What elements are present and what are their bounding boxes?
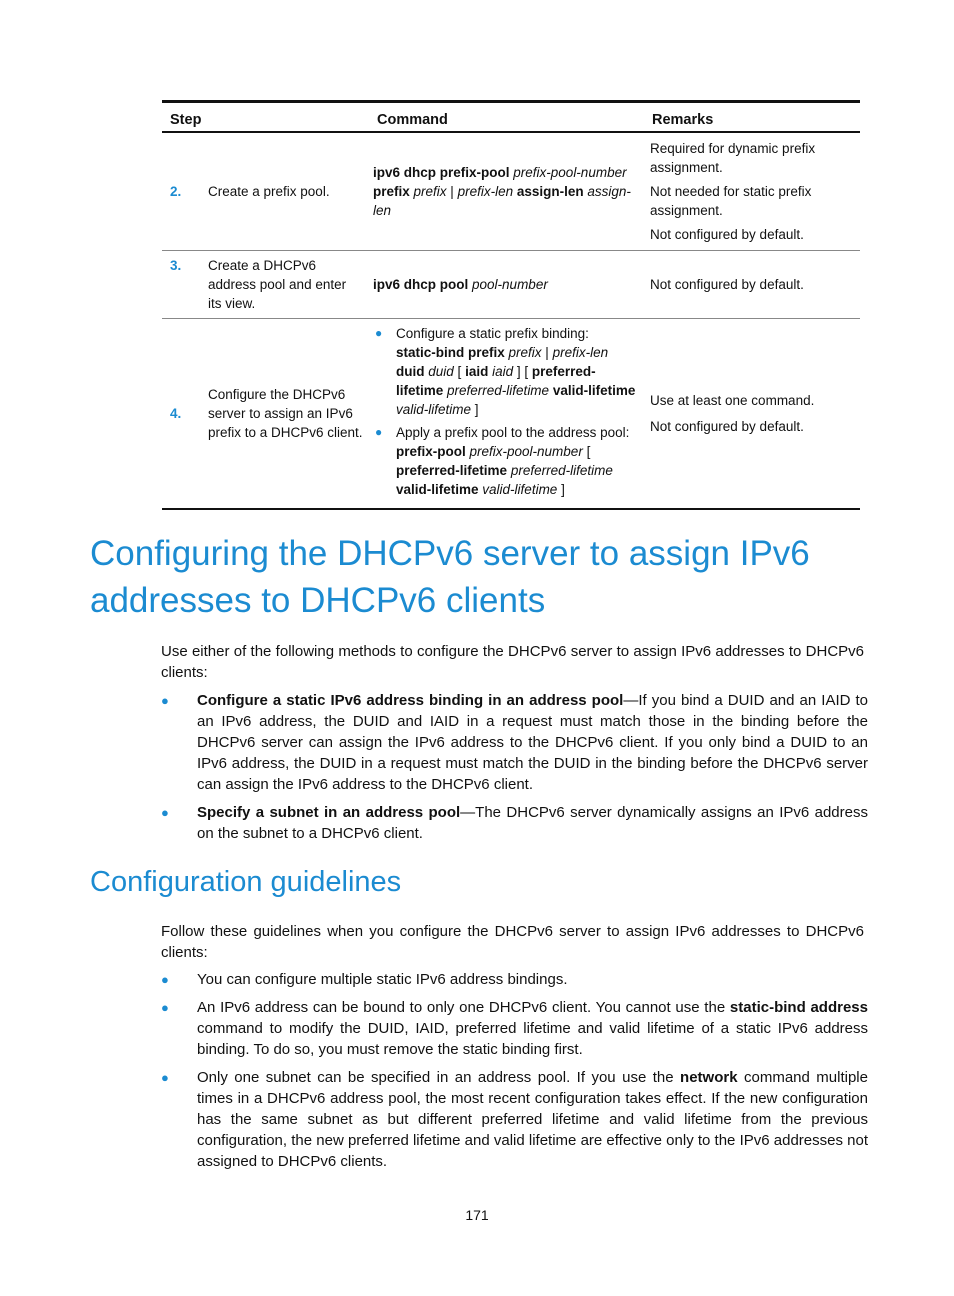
subsection-title: Configuration guidelines <box>90 866 402 898</box>
step-remarks <box>644 250 860 318</box>
step-number: 3. <box>162 250 202 318</box>
step-command <box>369 318 644 509</box>
remark-text: Not configured by default. <box>650 276 804 292</box>
step-number: 2. <box>170 183 182 199</box>
header-remarks: Remarks <box>644 102 860 133</box>
list-item <box>373 324 638 419</box>
bullet-dot-icon: ● <box>375 325 383 340</box>
command-options-list <box>373 324 638 499</box>
step-description: Create a DHCPv6 address pool and enter its view. <box>202 250 369 318</box>
step-command: ipv6 dhcp prefix-pool prefix-pool-number prefix prefix | prefix-len assign-len assign-len <box>373 164 631 218</box>
guidelines-list <box>161 969 868 1179</box>
step-number: 4. <box>162 318 202 509</box>
table-row <box>162 318 860 509</box>
section-title: Configuring the DHCPv6 server to assign IPv6 addresses to DHCPv6 clients <box>90 534 810 620</box>
header-command: Command <box>369 102 644 133</box>
remark-text: Not needed for static prefix assignment. <box>650 183 812 218</box>
list-item <box>161 802 868 844</box>
command-option-text: Configure a static prefix binding: static-bind prefix prefix | prefix-len duid duid [ iaid iaid ] [ preferred-lifetime preferred-lifetime valid-lifetime valid-lifetime ] <box>396 325 636 417</box>
guidelines-intro: Follow these guidelines when you configure the DHCPv6 server to assign IPv6 addresses to DHCPv6 clients: <box>161 923 864 961</box>
bullet-dot-icon: ● <box>161 1000 169 1015</box>
list-item <box>373 423 638 499</box>
bullet-dot-icon: ● <box>161 972 169 987</box>
step-remarks <box>644 132 860 250</box>
steps-table <box>162 100 860 510</box>
remark-text: Use at least one command. <box>650 392 815 408</box>
list-item <box>161 969 868 990</box>
table-row <box>162 132 860 250</box>
guideline-text: An IPv6 address can be bound to only one DHCPv6 client. You cannot use the static-bind address command to modify the DUID, IAID, preferred lifetime and valid lifetime of a static IPv6 address binding. To do so, you must remove the static binding first. <box>197 999 868 1058</box>
step-description: Create a prefix pool. <box>208 183 330 199</box>
list-item <box>161 690 868 795</box>
remark-text: Required for dynamic prefix assignment. <box>650 140 816 175</box>
method-text: Configure a static IPv6 address binding in an address pool—If you bind a DUID and an IAID to an IPv6 address, the DUID and IAID in a request must match those in the binding before the DHCPv6 server can assign the IPv6 address to the DHCPv6 client. If you only bind a DUID to an IPv6 address, the DUID in a request must match the DUID in the binding before the DHCPv6 server can assign the IPv6 address to the DHCPv6 client. <box>197 692 869 793</box>
remark-text: Not configured by default. <box>650 226 804 242</box>
bullet-dot-icon: ● <box>161 693 169 708</box>
remark-text: Not configured by default. <box>650 418 804 434</box>
step-description: Configure the DHCPv6 server to assign an IPv6 prefix to a DHCPv6 client. <box>202 318 369 509</box>
header-step: Step <box>162 102 369 133</box>
methods-list <box>161 690 868 851</box>
bullet-dot-icon: ● <box>161 805 169 820</box>
command-option-text: Apply a prefix pool to the address pool: prefix-pool prefix-pool-number [ preferred-lifetime preferred-lifetime valid-lifetime valid-lifetime ] <box>396 424 630 497</box>
table-row <box>162 250 860 318</box>
table-header-row <box>162 102 860 133</box>
bullet-dot-icon: ● <box>161 1070 169 1085</box>
intro-paragraph: Use either of the following methods to configure the DHCPv6 server to assign IPv6 addresses to DHCPv6 clients: <box>161 643 864 681</box>
list-item <box>161 1067 868 1172</box>
bullet-dot-icon: ● <box>375 424 383 439</box>
method-text: Specify a subnet in an address pool—The DHCPv6 server dynamically assigns an IPv6 address on the subnet to a DHCPv6 client. <box>197 804 868 842</box>
page-number: 171 <box>465 1207 489 1223</box>
list-item <box>161 997 868 1060</box>
step-command: ipv6 dhcp pool pool-number <box>369 250 644 318</box>
guideline-text: Only one subnet can be specified in an address pool. If you use the network command multiple times in a DHCPv6 address pool, the most recent configuration takes effect. If the new configuration has the same subnet as but different preferred lifetime and valid lifetime from the previous configuration, the new preferred lifetime and valid lifetime are effective only to the IPv6 addresses not assigned to DHCPv6 clients. <box>197 1069 868 1170</box>
guideline-text: You can configure multiple static IPv6 address bindings. <box>197 971 568 988</box>
step-remarks <box>644 318 860 509</box>
